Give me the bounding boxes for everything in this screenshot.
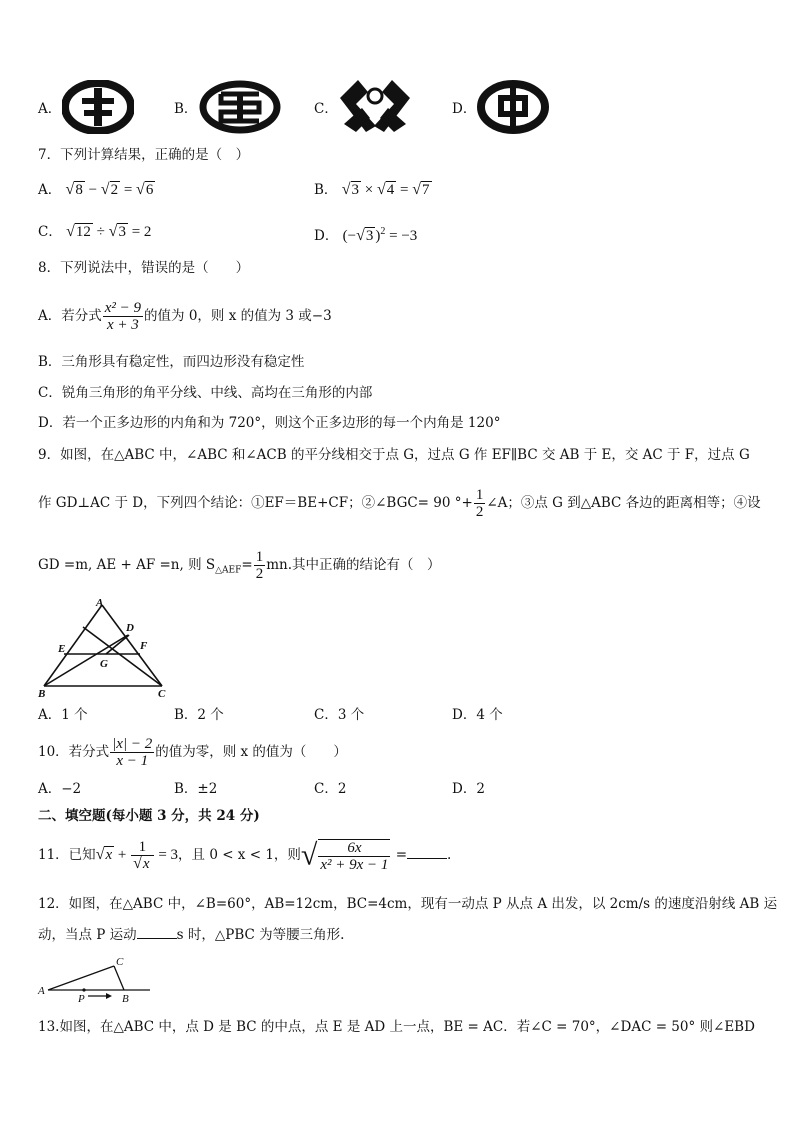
radical-icon: √: [95, 846, 105, 863]
q10-option-d: D．2: [452, 781, 485, 797]
label-C: C: [158, 688, 166, 700]
q7-option-d-label: D．: [314, 228, 339, 244]
q8-option-a: A．若分式 $\frac{\text{x² − 9}}{x + 3}$ 的值为 0，则 x 的值为 3 或−3: [38, 300, 332, 333]
radical-icon: √: [412, 181, 421, 198]
q8-option-c: C．锐角三角形的角平分线、中线、高均在三角形的内部: [38, 385, 373, 401]
label-E: E: [58, 643, 66, 655]
radical-icon: √: [376, 181, 386, 198]
radical-icon: √: [300, 838, 318, 872]
q6-option-d-label: D．: [452, 101, 477, 117]
q11-answer-blank[interactable]: [407, 846, 447, 859]
q12-triangle-figure: [36, 952, 154, 1004]
q11-stem: 11．已知√x + $\frac{1}{√x}$ = 3，且 0 < x < 1，则√ $\frac{6x}{\text{x² + 9x − 1}}$ = .: [38, 838, 452, 873]
ccb-logo: [336, 78, 414, 134]
q12-answer-blank[interactable]: [137, 926, 177, 939]
q7-option-c: [38, 223, 151, 241]
q9-option-d: D．4 个: [452, 707, 503, 723]
label-B: B: [122, 993, 129, 1004]
q7-option-b-expr: √3 × √4 = √7: [341, 181, 430, 198]
label-G: G: [100, 658, 108, 670]
label-F: F: [140, 640, 148, 652]
q8-option-b: B．三角形具有稳定性，而四边形没有稳定性: [38, 354, 305, 370]
label-A: A: [96, 597, 104, 609]
q11-reciprocal-fraction: $\frac{1}{√x}$: [131, 839, 153, 872]
q7-option-a-expr: √8 − √2 = √6: [65, 181, 154, 198]
boc-exchange-logo: [199, 80, 281, 134]
q7-option-a-label: A．: [38, 182, 62, 198]
radical-icon: √: [66, 223, 75, 240]
label-P: P: [78, 993, 85, 1004]
label-D: D: [126, 622, 134, 634]
q10-fraction: $\frac{|x| - 2}{x - 1}$: [112, 736, 153, 769]
q8-fraction: $\frac{\text{x² − 9}}{x + 3}$: [104, 300, 142, 333]
radical-icon: √: [136, 181, 145, 198]
q9-option-c: C．3 个: [314, 707, 365, 723]
q9-option-b: B．2 个: [174, 707, 224, 723]
radical-icon: √: [100, 181, 110, 198]
q6-option-c-label: C．: [314, 101, 338, 117]
q10-option-b: B．±2: [174, 781, 218, 797]
icbc-logo: [62, 80, 134, 134]
q8-option-d: D．若一个正多边形的内角和为 720°，则这个正多边形的每一个内角是 120°: [38, 415, 501, 431]
q7-option-d: [314, 223, 417, 245]
q6-option-a-label: A．: [38, 101, 62, 117]
q10-option-a: A．−2: [38, 781, 82, 797]
q12-line-2: 动，当点 P 运动 s 时，△PBC 为等腰三角形.: [38, 927, 345, 943]
half-fraction: $\frac{1}{2}$: [255, 549, 264, 582]
radical-icon: √: [108, 223, 118, 240]
radical-icon: √: [356, 227, 365, 244]
radical-icon: √: [341, 181, 351, 198]
arrow-right-icon: [106, 993, 112, 999]
q9-triangle-figure: [36, 596, 176, 700]
q9-option-a: A．1 个: [38, 707, 88, 723]
q7-option-b: [314, 181, 432, 199]
q9-line-2: 作 GD⊥AC 于 D，下列四个结论：①EF＝BE+CF；②∠BGC= 90 °+ $\frac{1}{2}$ ∠A；③点 G 到△ABC 各边的距离相等；④设: [38, 487, 761, 520]
label-A: A: [38, 985, 45, 997]
bank-of-china-logo: [477, 80, 549, 134]
q11-radical-fraction: √ $\frac{6x}{\text{x² + 9x − 1}}$: [300, 838, 389, 873]
q10-stem: 10．若分式 $\frac{|x| - 2}{x - 1}$ 的值为零，则 x 的值为（ ）: [38, 736, 347, 769]
q7-stem: 7．下列计算结果，正确的是（ ）: [38, 147, 250, 163]
q10-option-c: C．2: [314, 781, 347, 797]
label-B: B: [38, 688, 46, 700]
q9-line-3: GD =m, AE + AF =n, 则 $S_{\triangle AEF}=$ $\frac{1}{2}$ mn.其中正确的结论有（ ）: [38, 549, 441, 582]
radical-icon: √: [133, 855, 142, 873]
q6-option-b-label: B．: [174, 101, 198, 117]
q12-line-1: 12．如图，在△ABC 中，∠B=60°，AB=12cm，BC=4cm，现有一动点 P 从点 A 出发，以 2cm/s 的速度沿射线 AB 运: [38, 896, 778, 912]
q7-option-c-expr: √12 ÷ √3 = 2: [66, 223, 152, 240]
section-heading-fill-in: 二、填空题(每小题 3 分，共 24 分): [38, 808, 260, 824]
radical-icon: √: [65, 181, 75, 198]
q7-option-b-label: B．: [314, 182, 338, 198]
q7-option-d-expr: (−√3 )$^2$ = −3: [342, 226, 418, 244]
q7-option-a: [38, 181, 155, 199]
q13-stem: 13.如图，在△ABC 中，点 D 是 BC 的中点，点 E 是 AD 上一点，BE = AC．若∠C = 70°，∠DAC = 50° 则∠EBD: [38, 1019, 755, 1035]
q8-stem: 8．下列说法中，错误的是（ ）: [38, 260, 250, 276]
q7-option-c-label: C．: [38, 224, 62, 240]
q9-line-1: 9．如图，在△ABC 中，∠ABC 和∠ACB 的平分线相交于点 G，过点 G 作 EF∥BC 交 AB 于 E，交 AC 于 F，过点 G: [38, 447, 750, 463]
half-fraction: $\frac{1}{2}$: [475, 487, 484, 520]
label-C: C: [116, 956, 124, 968]
